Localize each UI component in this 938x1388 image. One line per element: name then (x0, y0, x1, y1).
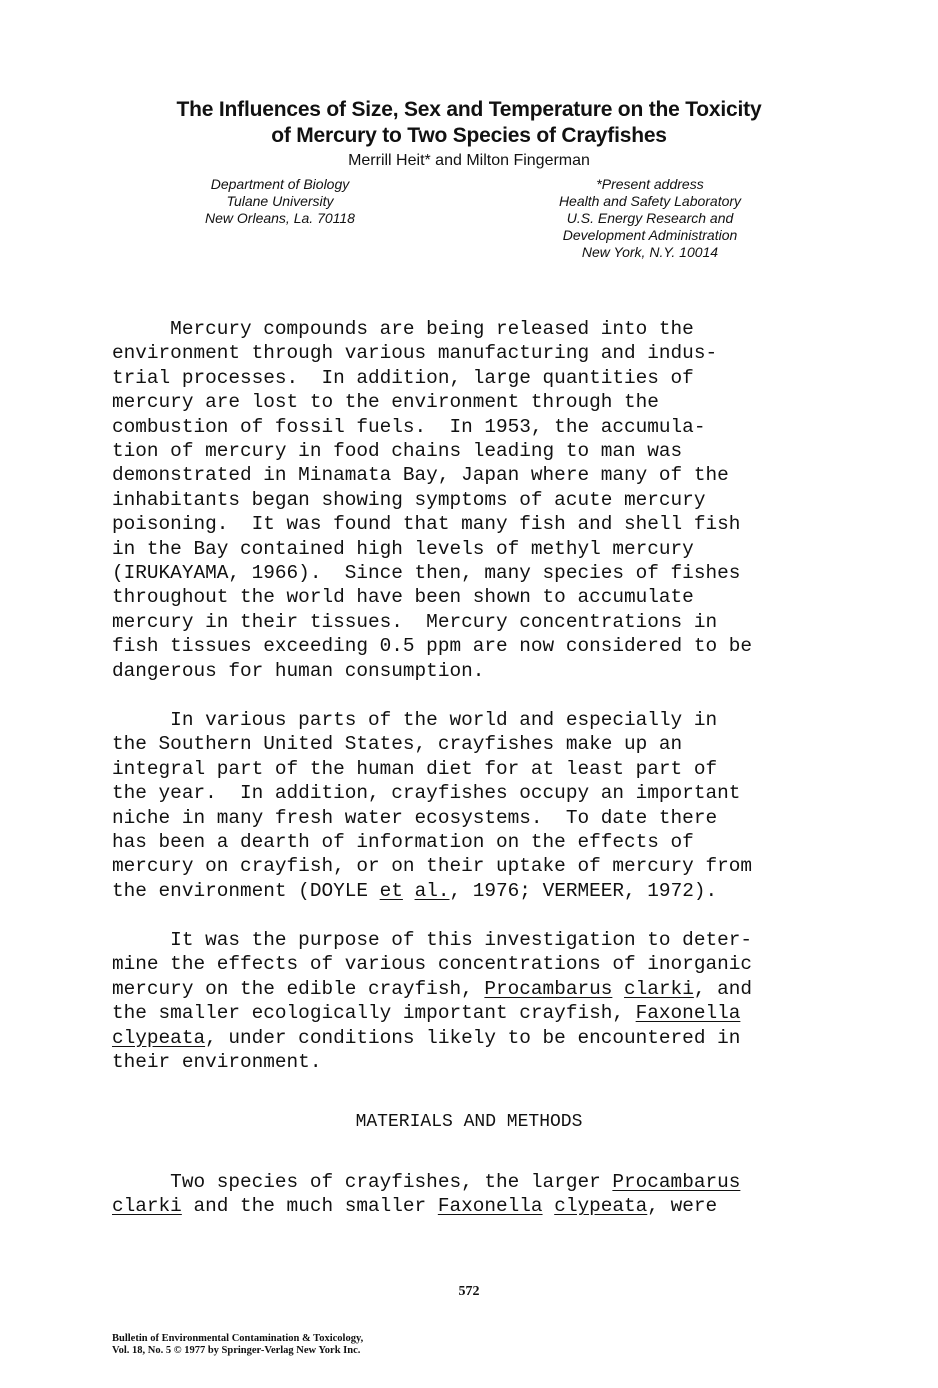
affiliation-line: Tulane University (226, 193, 334, 209)
section-heading-materials-methods: MATERIALS AND METHODS (355, 1112, 583, 1132)
present-address (500, 176, 800, 261)
species-genus: Faxonella (437, 1195, 543, 1218)
present-address-line: Health and Safety Laboratory (558, 193, 742, 209)
text-run: , and (693, 977, 753, 1000)
text-line: niche in many fresh water ecosystems. To date there (112, 806, 718, 829)
footer-line: Vol. 18, No. 5 © 1977 by Springer-Verlag New York Inc. (112, 1345, 361, 1356)
text-line: In various parts of the world and especially in (112, 709, 718, 731)
text-line: in the Bay contained high levels of methyl mercury (112, 537, 694, 560)
text-run: , 1976; VERMEER, 1972). (449, 879, 718, 902)
text-line: Mercury compounds are being released into the (112, 318, 694, 340)
text-line: combustion of fossil fuels. In 1953, the accumula- (112, 415, 706, 438)
text-line (112, 1170, 832, 1194)
text-line: (IRUKAYAMA, 1966). Since then, many species of fishes (112, 562, 741, 585)
text-line: demonstrated in Minamata Bay, Japan where many of the (112, 464, 729, 487)
text-line: trial processes. In addition, large quantities of (112, 366, 694, 389)
text-line: tion of mercury in food chains leading to man was (112, 440, 683, 463)
affiliation (160, 176, 400, 227)
title-line-2: of Mercury to Two Species of Crayfishes (271, 124, 667, 147)
citation-et: et (379, 879, 403, 902)
paper-title (0, 97, 938, 149)
species-epithet: clypeata (554, 1195, 648, 1218)
title-line-1: The Influences of Size, Sex and Temperature on the Toxicity (176, 98, 762, 121)
text-run: , under conditions likely to be encountered in (205, 1026, 741, 1049)
text-run: the environment (DOYLE (112, 879, 380, 902)
species-epithet: clarki (112, 1195, 182, 1218)
text-line: environment through various manufacturing and indus- (112, 342, 718, 365)
paragraph-crayfish-diet (112, 708, 832, 903)
present-address-line: *Present address (596, 176, 704, 192)
text-line: has been a dearth of information on the effects of (112, 831, 694, 854)
authors: Merrill Heit* and Milton Fingerman (348, 152, 590, 169)
text-run: the smaller ecologically important crayfish, (112, 1002, 636, 1025)
text-line (112, 1026, 832, 1050)
text-line: inhabitants began showing symptoms of acute mercury (112, 488, 706, 511)
species-epithet: clarki (624, 977, 694, 1000)
text-line: throughout the world have been shown to accumulate (112, 586, 694, 609)
text-line: mercury on crayfish, or on their uptake of mercury from (112, 855, 752, 878)
species-genus: Procambarus (612, 1171, 741, 1193)
text-line: poisoning. It was found that many fish and shell fish (112, 513, 741, 536)
paragraph-purpose (112, 928, 832, 1074)
text-line: the year. In addition, crayfishes occupy an important (112, 782, 741, 805)
footer-line: Bulletin of Environmental Contamination & Toxicology, (112, 1333, 364, 1344)
text-line: dangerous for human consumption. (112, 659, 485, 682)
present-address-line: New York, N.Y. 10014 (581, 244, 719, 260)
text-line: It was the purpose of this investigation to deter- (112, 929, 752, 951)
text-line: mercury in their tissues. Mercury concentrations in (112, 610, 718, 633)
present-address-line: U.S. Energy Research and (566, 210, 734, 226)
species-epithet: clypeata (112, 1026, 206, 1049)
text-line: mine the effects of various concentrations of inorganic (112, 953, 752, 976)
text-run: Two species of crayfishes, the larger (112, 1171, 613, 1193)
present-address-line: Development Administration (562, 227, 738, 243)
text-line (112, 977, 832, 1001)
species-genus: Procambarus (484, 977, 613, 1000)
paragraph-materials (112, 1170, 832, 1219)
text-line: mercury are lost to the environment through the (112, 391, 659, 414)
text-line: the Southern United States, crayfishes make up an (112, 733, 683, 756)
citation-al: al. (414, 879, 450, 902)
species-genus: Faxonella (635, 1002, 741, 1025)
text-run: and the much smaller (181, 1195, 438, 1218)
text-run: mercury on the edible crayfish, (112, 977, 485, 1000)
text-line (112, 879, 832, 903)
paragraph-introduction (112, 317, 832, 683)
affiliation-line: Department of Biology (210, 176, 350, 192)
text-run: , were (647, 1195, 718, 1218)
text-line: integral part of the human diet for at least part of (112, 757, 718, 780)
text-line (112, 1194, 832, 1218)
page-number: 572 (458, 1284, 480, 1299)
text-line: fish tissues exceeding 0.5 ppm are now considered to be (112, 635, 752, 658)
text-line (112, 1001, 832, 1025)
text-line: their environment. (112, 1051, 322, 1074)
journal-footer (112, 1333, 363, 1357)
affiliation-line: New Orleans, La. 70118 (205, 210, 355, 226)
